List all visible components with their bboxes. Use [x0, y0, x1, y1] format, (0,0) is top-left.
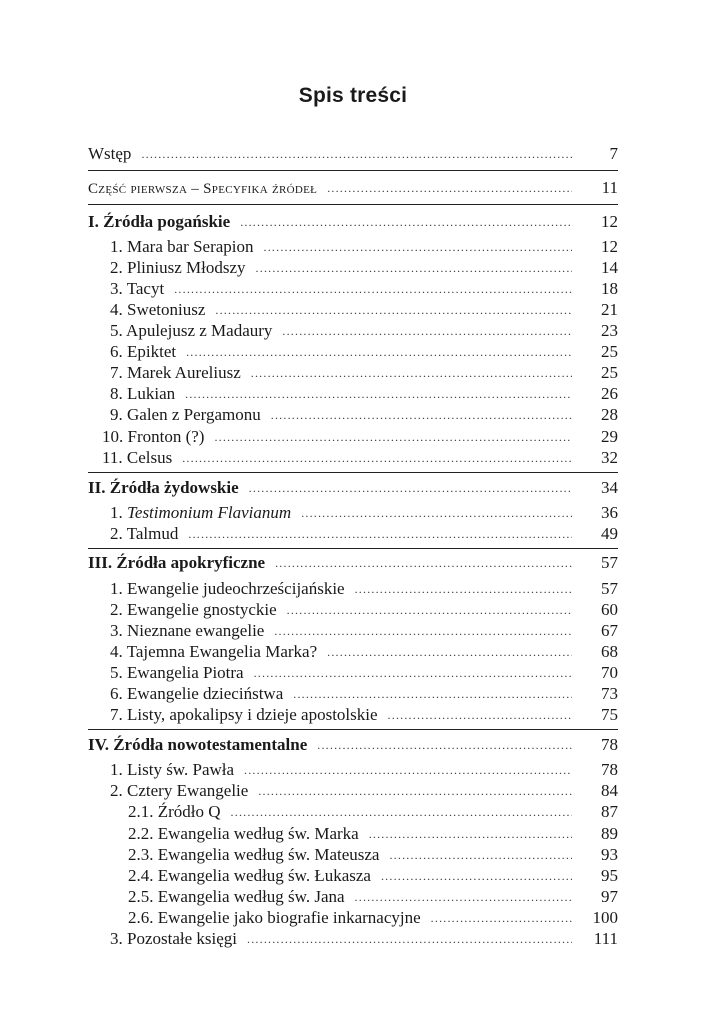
toc-entry-part-one [88, 178, 618, 198]
toc-entry-label: III. Źródła apokryficzne [88, 553, 266, 572]
dot-leader [244, 760, 572, 780]
toc-entry-page: 11 [601, 178, 618, 197]
dot-leader [274, 621, 572, 641]
toc-entry-page: 97 [601, 887, 618, 906]
toc-entry-label: 2. Cztery Ewangelie [110, 781, 249, 800]
dot-leader [271, 405, 572, 425]
toc-entry-page: 49 [601, 524, 618, 543]
toc-entry-label: 1. Listy św. Pawła [110, 760, 235, 779]
toc-entry-label: 1. Mara bar Serapion [110, 237, 254, 256]
dot-leader [301, 503, 572, 523]
dot-leader [254, 663, 572, 683]
page-title: Spis treści [298, 84, 408, 107]
toc-entry [128, 824, 618, 844]
toc-entry-page: 87 [601, 802, 618, 821]
divider [88, 170, 618, 171]
toc-section-jewish [88, 478, 618, 498]
dot-leader [275, 553, 572, 573]
toc-entry-page: 111 [593, 929, 618, 948]
dot-leader [327, 642, 572, 662]
toc-entry-page: 78 [601, 735, 618, 754]
toc-entry-label: 2.1. Źródło Q [128, 802, 221, 821]
toc-entry-page: 7 [609, 144, 618, 163]
toc-entry [110, 321, 618, 341]
divider [88, 548, 618, 549]
toc-section-new-testament [88, 735, 618, 755]
toc-entry [110, 405, 618, 425]
toc-entry [110, 363, 618, 383]
toc-entry-page: 12 [601, 237, 618, 256]
toc-entry-label: 4. Tajemna Ewangelia Marka? [110, 642, 318, 661]
toc-entry [110, 642, 618, 662]
toc-entry-page: 73 [601, 684, 618, 703]
dot-leader [185, 384, 572, 404]
dot-leader [369, 824, 572, 844]
toc-entry [110, 621, 618, 641]
toc-entry-label: 2. Pliniusz Młodszy [110, 258, 246, 277]
toc-entry-label: 2. Ewangelie gnostyckie [110, 600, 277, 619]
toc-entry-label: 2.6. Ewangelie jako biografie inkarnacyjne [128, 908, 421, 927]
dot-leader [264, 237, 572, 257]
toc-entry-label: 4. Swetoniusz [110, 300, 206, 319]
dot-leader [240, 212, 572, 232]
toc-entry-page: 67 [601, 621, 618, 640]
toc-entry [102, 427, 618, 447]
toc-entry-label: 9. Galen z Pergamonu [110, 405, 261, 424]
dot-leader [256, 258, 572, 278]
toc-entry-label: 2.5. Ewangelia według św. Jana [128, 887, 345, 906]
toc-entry [110, 663, 618, 683]
dot-leader [293, 684, 572, 704]
toc-entry [110, 279, 618, 299]
toc-entry-label: 6. Ewangelie dzieciństwa [110, 684, 284, 703]
toc-entry-page: 29 [601, 427, 618, 446]
toc-entry-page: 78 [601, 760, 618, 779]
toc-entry-page: 95 [601, 866, 618, 885]
toc-entry [110, 342, 618, 362]
toc-entry [110, 760, 618, 780]
toc-entry [110, 300, 618, 320]
toc-entry-page: 75 [601, 705, 618, 724]
dot-leader [389, 845, 572, 865]
toc-entry-page: 36 [601, 503, 618, 522]
dot-leader [431, 908, 572, 928]
toc-entry [110, 258, 618, 278]
toc-entry [102, 448, 618, 468]
toc-entry-page: 26 [601, 384, 618, 403]
dot-leader [282, 321, 572, 341]
divider [88, 472, 618, 473]
toc-entry-page: 23 [601, 321, 618, 340]
toc-entry-page: 68 [601, 642, 618, 661]
toc-entry-page: 84 [601, 781, 618, 800]
toc-section-pagan [88, 212, 618, 232]
toc-entry-label: 7. Listy, apokalipsy i dzieje apostolskie [110, 705, 378, 724]
toc-entry-intro [88, 144, 618, 164]
toc-entry [110, 929, 618, 949]
dot-leader [317, 735, 572, 755]
dot-leader [355, 887, 572, 907]
toc-entry-page: 89 [601, 824, 618, 843]
dot-leader [174, 279, 572, 299]
divider [88, 204, 618, 205]
toc-entry-page: 34 [601, 478, 618, 497]
toc-entry-page: 93 [601, 845, 618, 864]
toc-entry-page: 60 [601, 600, 618, 619]
toc-entry-page: 32 [601, 448, 618, 467]
toc-entry-label: 5. Apulejusz z Madaury [110, 321, 273, 340]
toc-entry-label: Część pierwsza – Specyfika źródeł [88, 181, 318, 197]
toc-entry-label: IV. Źródła nowotestamentalne [88, 735, 308, 754]
toc-entry-label: 8. Lukian [110, 384, 176, 403]
dot-leader [249, 478, 572, 498]
toc-entry [128, 845, 618, 865]
toc-entry-label: 2.3. Ewangelia według św. Mateusza [128, 845, 380, 864]
toc-entry-page: 70 [601, 663, 618, 682]
toc-entry [128, 908, 618, 928]
toc-entry-page: 12 [601, 212, 618, 231]
dot-leader [214, 427, 572, 447]
dot-leader [327, 178, 572, 198]
dot-leader [355, 579, 572, 599]
toc-entry [110, 781, 618, 801]
dot-leader [188, 524, 572, 544]
dot-leader [251, 363, 572, 383]
toc-entry-page: 57 [601, 553, 618, 572]
toc-entry [110, 503, 618, 523]
dot-leader [287, 600, 572, 620]
toc-entry [110, 384, 618, 404]
toc-entry-page: 18 [601, 279, 618, 298]
toc-entry [110, 237, 618, 257]
toc-entry-label: 2.4. Ewangelia według św. Łukasza [128, 866, 371, 885]
toc-entry [110, 600, 618, 620]
dot-leader [381, 866, 572, 886]
dot-leader [186, 342, 572, 362]
dot-leader [258, 781, 572, 801]
toc-entry [128, 802, 618, 822]
toc-entry-page: 25 [601, 342, 618, 361]
toc-entry-page: 57 [601, 579, 618, 598]
toc-entry-label: 3. Pozostałe księgi [110, 929, 238, 948]
toc-entry-label: 11. Celsus [102, 448, 173, 467]
toc-entry-label: 3. Nieznane ewangelie [110, 621, 265, 640]
dot-leader [231, 802, 572, 822]
toc-entry [128, 866, 618, 886]
toc-entry-label: 5. Ewangelia Piotra [110, 663, 244, 682]
toc-entry-label: 6. Epiktet [110, 342, 177, 361]
toc-entry-label: 1. Testimonium Flavianum [110, 503, 292, 522]
divider [88, 729, 618, 730]
toc-entry-label: 7. Marek Aureliusz [110, 363, 241, 382]
toc-entry-label: 2. Talmud [110, 524, 179, 543]
toc-entry-page: 14 [601, 258, 618, 277]
toc-entry-italic-title: Testimonium Flavianum [127, 503, 292, 522]
toc-entry-label: II. Źródła żydowskie [88, 478, 239, 497]
toc-entry-label: I. Źródła pogańskie [88, 212, 231, 231]
toc-section-apocryphal [88, 553, 618, 573]
toc-entry-label: 1. Ewangelie judeochrześcijańskie [110, 579, 345, 598]
toc-entry-label: 2.2. Ewangelia według św. Marka [128, 824, 359, 843]
toc-entry [128, 887, 618, 907]
toc-entry [110, 579, 618, 599]
dot-leader [388, 705, 572, 725]
toc-entry-label: 3. Tacyt [110, 279, 165, 298]
dot-leader [182, 448, 572, 468]
toc-entry-page: 21 [601, 300, 618, 319]
toc-entry-page: 28 [601, 405, 618, 424]
toc-entry [110, 705, 618, 725]
dot-leader [141, 144, 572, 164]
toc-entry-page: 25 [601, 363, 618, 382]
toc-entry [110, 524, 618, 544]
toc-entry [110, 684, 618, 704]
dot-leader [247, 929, 572, 949]
dot-leader [215, 300, 572, 320]
toc-entry-label: 10. Fronton (?) [102, 427, 205, 446]
toc-entry-label: Wstęp [88, 144, 132, 163]
toc-entry-page: 100 [592, 908, 618, 927]
